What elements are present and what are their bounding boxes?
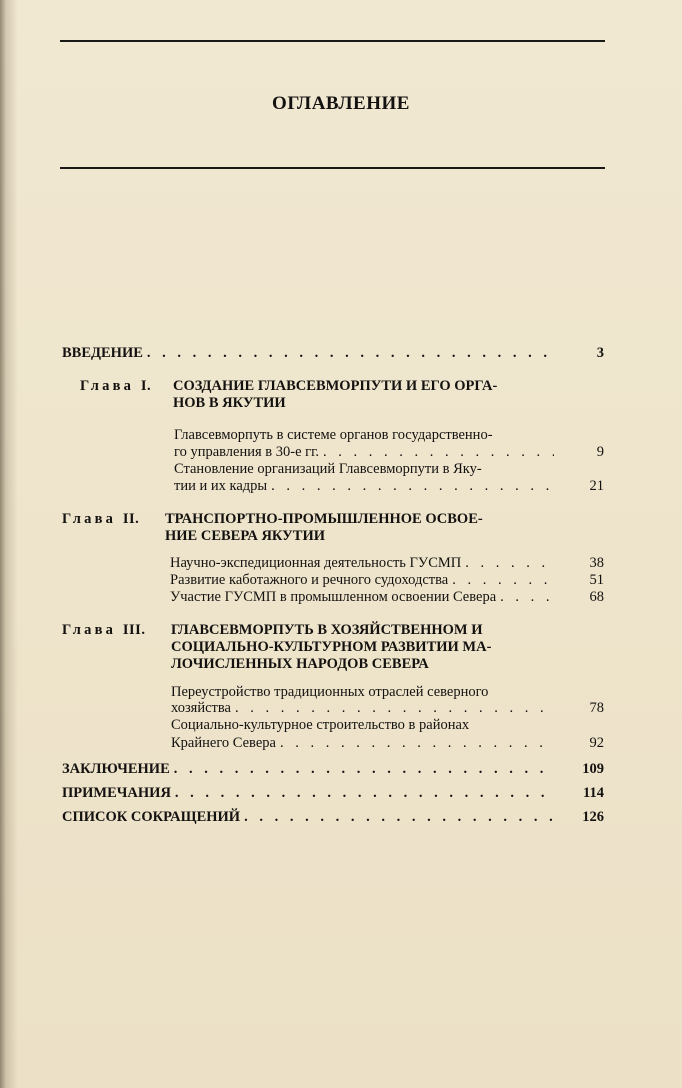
chapter-label-2: Глава II. (62, 511, 140, 527)
chapter-label-1: Глава I. (80, 378, 152, 394)
toc-entry-section[interactable]: хозяйства . . . 78 (171, 700, 604, 717)
dot-leader (171, 785, 554, 802)
chapter-title-2[interactable]: ТРАНСПОРТНО-ПРОМЫШЛЕННОЕ ОСВОЕ- НИЕ СЕВЕРА ЯКУТИИ (165, 511, 483, 544)
toc-entry-conclusion[interactable]: ЗАКЛЮЧЕНИЕ . . . 109 (62, 761, 604, 778)
dot-leader (143, 345, 554, 362)
section-line: Главсевморпуть в системе органов государственно- (174, 427, 493, 443)
toc-entry-section[interactable]: Научно-экспедиционная деятельность ГУСМП . . . 38 (170, 555, 604, 572)
toc-entry-section[interactable]: Крайнего Севера . . . 92 (171, 735, 604, 752)
dot-leader (240, 809, 554, 826)
chapter-title-1[interactable]: СОЗДАНИЕ ГЛАВСЕВМОРПУТИ И ЕГО ОРГА- НОВ В ЯКУТИИ (173, 378, 498, 411)
toc-entry-section[interactable]: го управления в 30-е гг. . . . 9 (174, 444, 604, 461)
bottom-rule (60, 167, 605, 169)
top-rule (60, 40, 605, 42)
toc-entry-title: ВВЕДЕНИЕ (62, 345, 143, 361)
dot-leader (461, 555, 554, 572)
dot-leader (448, 572, 554, 589)
dot-leader (276, 735, 554, 752)
section-line: Социально-культурное строительство в районах (171, 717, 470, 733)
toc-entry-section[interactable]: Развитие каботажного и речного судоходства . . . 51 (170, 572, 604, 589)
chapter-label-3: Глава III. (62, 622, 146, 638)
toc-entry-notes[interactable]: ПРИМЕЧАНИЯ . . . 114 (62, 785, 604, 802)
toc-entry-abbreviations[interactable]: СПИСОК СОКРАЩЕНИЙ . . . 126 (62, 809, 604, 826)
toc-entry-section[interactable]: тии и их кадры . . . 21 (174, 478, 604, 495)
toc-entry-intro[interactable] (62, 345, 604, 362)
section-line: Становление организаций Главсевморпути в Яку- (174, 461, 482, 477)
chapter-title-3[interactable]: ГЛАВСЕВМОРПУТЬ В ХОЗЯЙСТВЕННОМ И СОЦИАЛЬНО-КУЛЬТУРНОМ РАЗВИТИИ МА- ЛОЧИСЛЕННЫХ НАРОДОВ СЕВЕРА (171, 622, 492, 672)
toc-entry-section[interactable]: Участие ГУСМП в промышленном освоении Севера . . . 68 (170, 589, 604, 606)
dot-leader (319, 444, 554, 461)
section-line: Переустройство традиционных отраслей северного (171, 684, 489, 700)
dot-leader (170, 761, 554, 778)
dot-leader (231, 700, 554, 717)
toc-page-number: 3 (596, 345, 604, 361)
dot-leader (267, 478, 554, 495)
page-title: ОГЛАВЛЕНИЕ (272, 93, 410, 114)
dot-leader (496, 589, 554, 606)
